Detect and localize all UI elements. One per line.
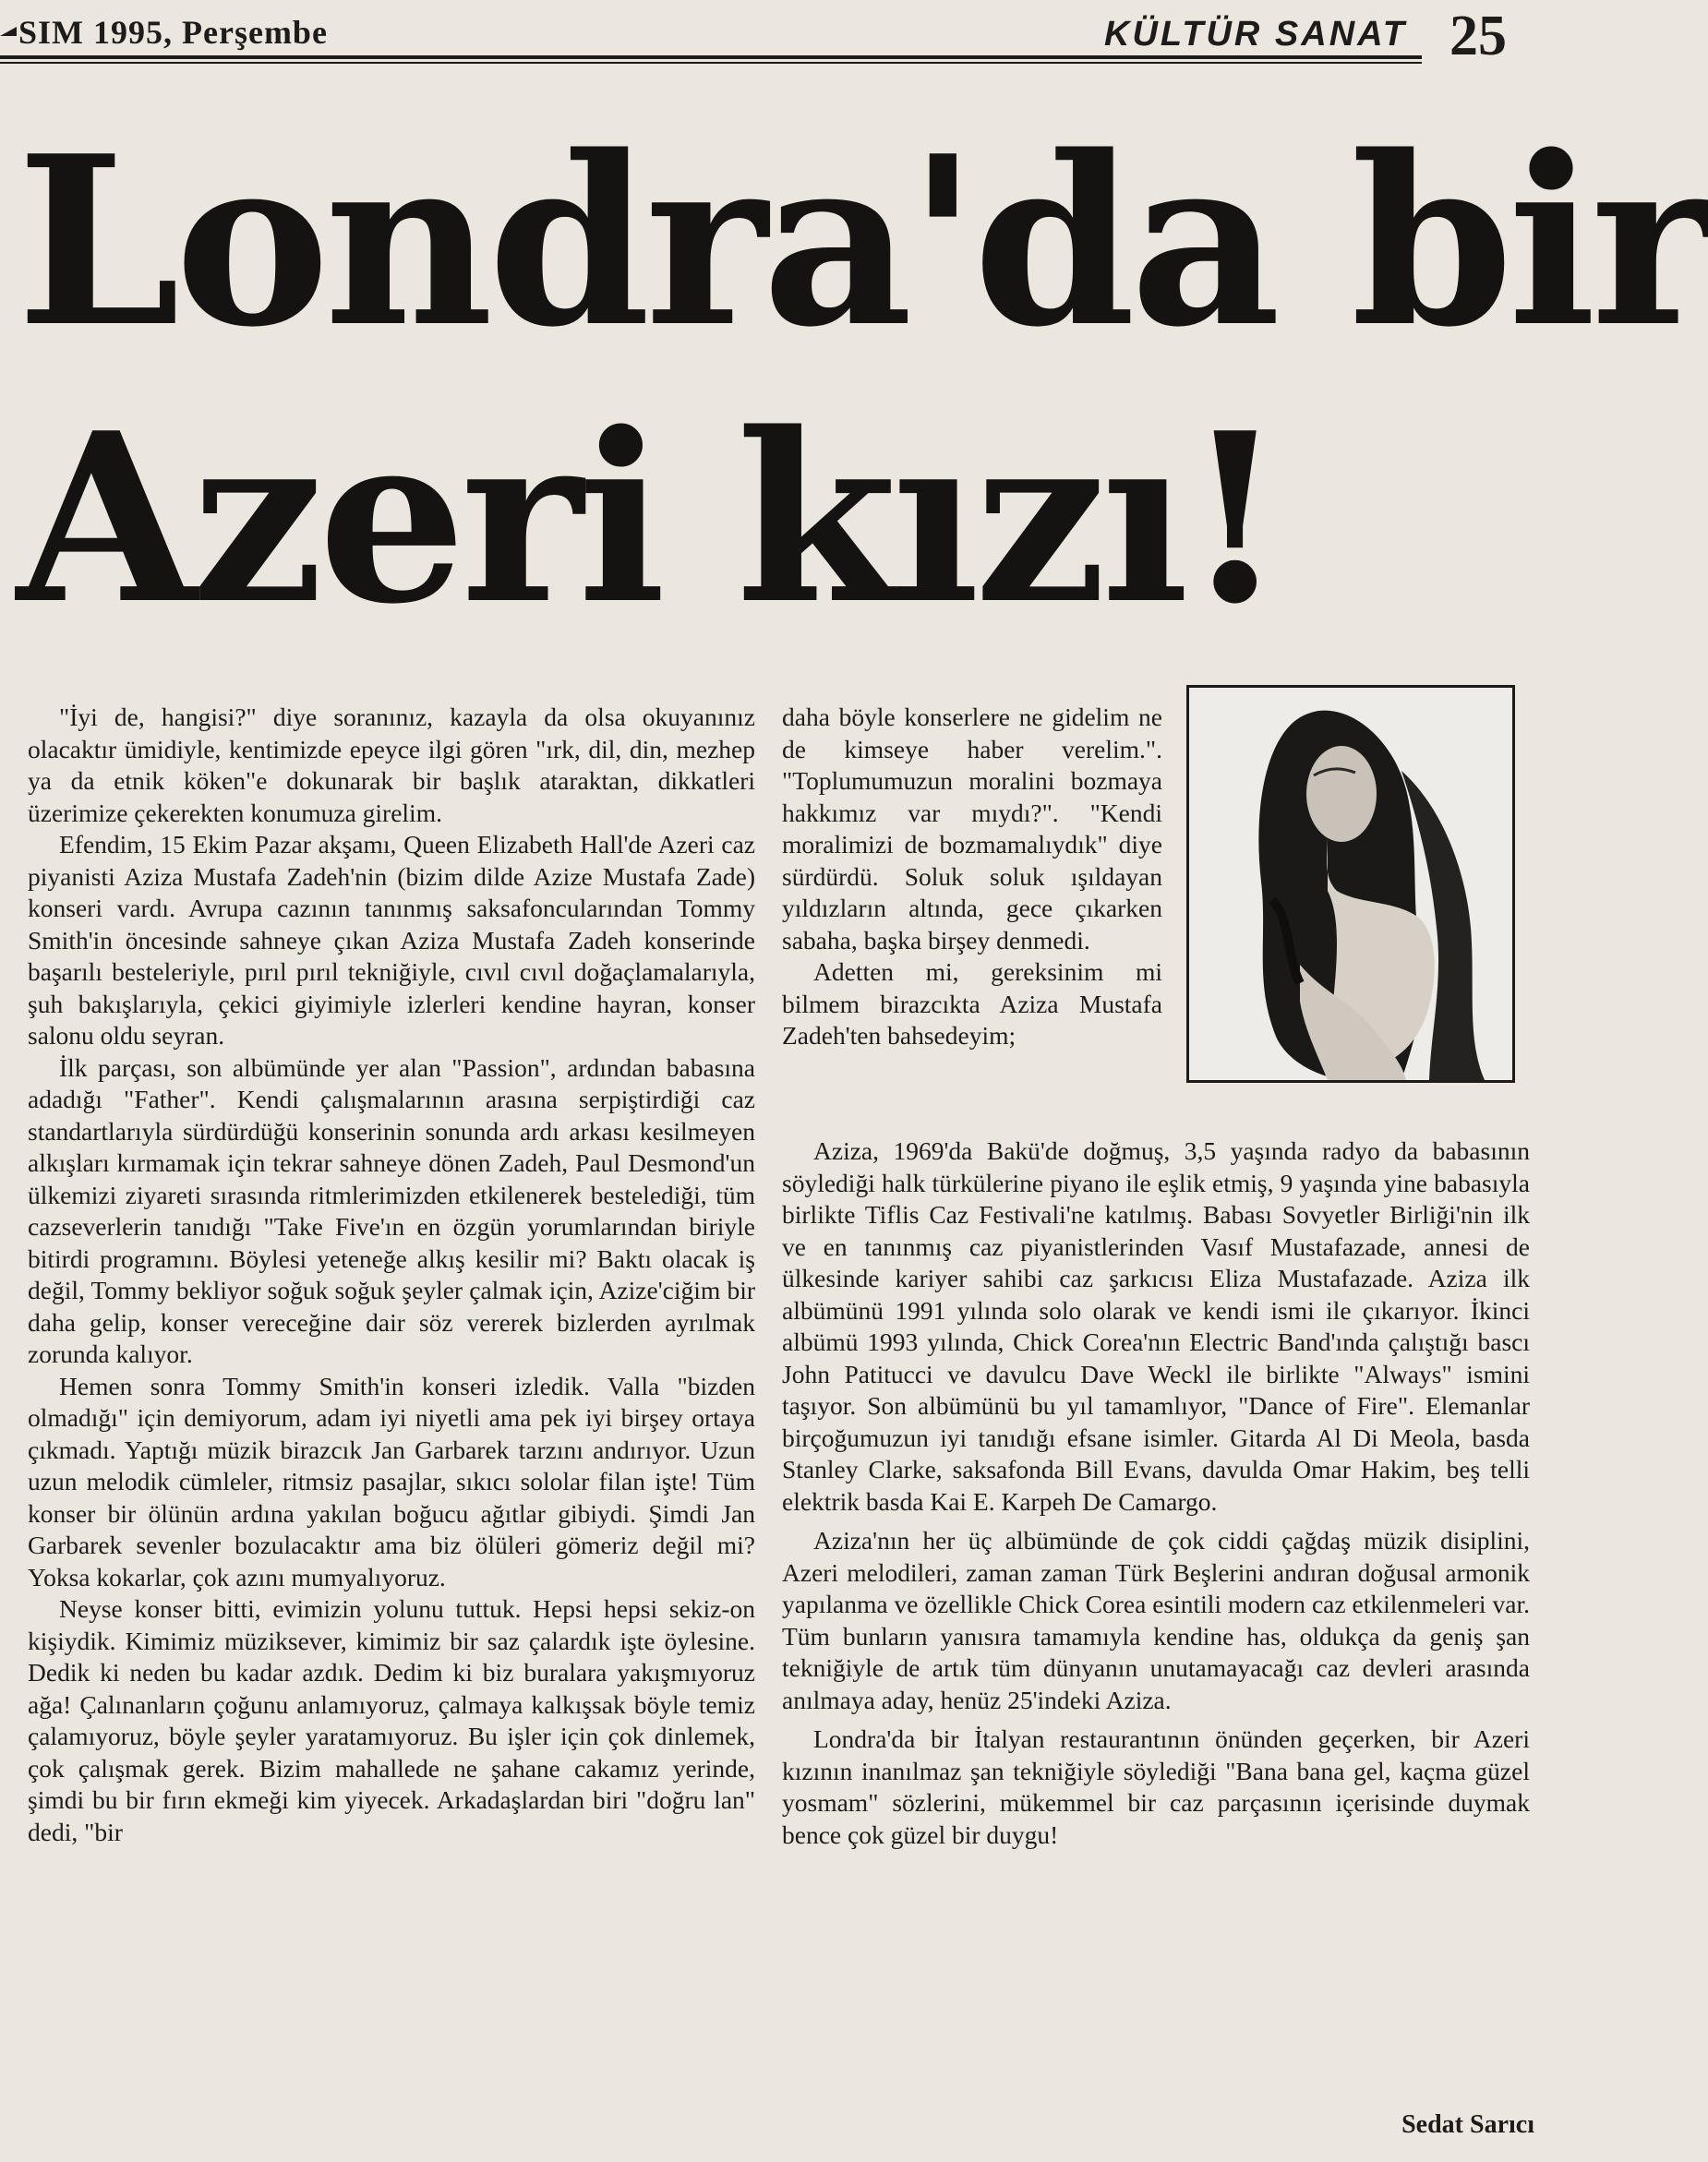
right-wide-column bbox=[782, 1135, 1530, 1851]
portrait-photo bbox=[1186, 685, 1515, 1083]
paragraph: "İyi de, hangisi?" diye soranınız, kazayla da olsa okuyanınız olacaktır ümidiyle, kentimizde epeyce ilgi gören "ırk, dil, din, mezhep ya da etnik köken"e dokunarak bir başlık ataraktan, dikkatleri üzerimize çekerekten konumuza girelim. bbox=[28, 703, 755, 827]
header-date bbox=[0, 13, 328, 52]
paragraph: Aziza'nın her üç albümünde de çok ciddi çağdaş müzik disiplini, Azeri melodileri, zaman zaman Türk Beşlerini andıran doğusal armonik yapılanma ve özellikle Chick Corea esintili modern caz etkilenmeleri var. Tüm bunların yanısıra tamamıyla kendine has, oldukça da geniş şan tekniğiyle de artık tüm dünyanın unutamayacağı caz devleri arasında anılmaya aday, henüz 25'indeki Aziza. bbox=[782, 1526, 1530, 1714]
header-rule bbox=[0, 55, 1422, 59]
paragraph: Hemen sonra Tommy Smith'in konseri izledik. Valla "bizden olmadığı" için demiyorum, adam iyi niyetli ama pek iyi birşey ortaya çıkmadı. Yaptığı müzik birazcık Jan Garbarek tarzını andırıyor. Uzun uzun melodik cümleler, ritmsiz pasajlar, sıkıcı sololar filan işte! Tüm konser bir ölünün ardına yakılan boğucu ağıtlar gibiydi. Şimdi Jan Garbarek sevenler bozulacaktır ama biz ölüleri gömeriz değil mi? Yoksa kokarlar, çok azını mumyalıyoruz. bbox=[28, 1371, 755, 1591]
paragraph: Adetten mi, gereksinim mi bilmem birazcıkta Aziza Mustafa Zadeh'ten bahsedeyim; bbox=[782, 957, 1162, 1050]
headline-line-1: Londra'da bir bbox=[17, 105, 1708, 378]
author-signature: Sedat Sarıcı bbox=[1401, 2110, 1534, 2139]
headline-line-2: Azeri kızı! bbox=[17, 382, 1281, 655]
paragraph: daha böyle konserlere ne gidelim ne de kimseye haber verelim.". "Toplumumuzun moralini bozmaya hakkımız var mıydı?". "Kendi moralimizi de bozmamalıydık" diye sürdürdü. Soluk soluk ışıldayan yıldızların altında, gece çıkarken sabaha, başka birşey denmedi. bbox=[782, 703, 1162, 955]
left-column bbox=[28, 702, 755, 1848]
paragraph: Londra'da bir İtalyan restaurantının önünden geçerken, bir Azeri kızının inanılmaz şan tekniğiyle söylediği "Bana bana gel, kaçma güzel yosmam" sözlerini, mükemmel bir caz parçasının içerisinde duymak bence çok güzel bir duygu! bbox=[782, 1724, 1530, 1849]
page-number: 25 bbox=[1449, 5, 1507, 67]
paragraph: Efendim, 15 Ekim Pazar akşamı, Queen Elizabeth Hall'de Azeri caz piyanisti Aziza Mustafa Zadeh'nin (bizim dilde Azize Mustafa Zade) konseri vardı. Avrupa cazının tanınmış saksafoncularından Tommy Smith'in öncesinde sahneye çıkan Aziza Mustafa Zadeh konserinde başarılı besteleriyle, pırıl pırıl tekniğiyle, cıvıl cıvıl doğaçlamalarıyla, şuh bakışlarıyla, çekici giyimiyle izlerleri kendine hayran, konser salonu oldu seyran. bbox=[28, 830, 755, 1050]
page-header bbox=[0, 0, 1534, 65]
header-arrow-icon bbox=[0, 27, 17, 36]
paragraph: Neyse konser bitti, evimizin yolunu tuttuk. Hepsi hepsi sekiz-on kişiydik. Kimimiz müziksever, kimimiz bir saz çalardık işte öylesine. Dedik ki neden bu kadar azdık. Dedim ki biz buralara yakışmıyoruz ağa! Çalınanların çoğunu anlamıyoruz, çalmaya kalkışsak böyle temiz çalamıyoruz, böyle şeyler yaratamıyoruz. Bu işler için çok dinlemek, çok çalışmak gerek. Bizim mahallede ne şahane cakamız yerinde, şimdi bu bir fırın ekmeği kim yiyecek. Arkadaşlardan biri "doğru lan" dedi, "bir bbox=[28, 1594, 755, 1846]
header-rule-thin bbox=[0, 62, 1422, 64]
paragraph: Aziza, 1969'da Bakü'de doğmuş, 3,5 yaşında radyo da babasının söylediği halk türkülerine piyano ile eşlik etmiş, 9 yaşında yine babasıyla birlikte Tiflis Caz Festivali'ne katılmış. Babası Sovyetler Birliği'nin ilk ve en tanınmış caz piyanistlerinden Vasıf Mustafazade, annesi de ülkesinde kariyer sahibi caz şarkıcısı Eliza Mustafazade. Aziza ilk albümünü 1991 yılında solo olarak ve kendi ismi ile çıkarıyor. İkinci albümü 1993 yılında, Chick Corea'nın Electric Band'ında çalıştığı bascı John Patitucci ve davulcu Dave Weckl ile birlikte "Always" ismini taşıyor. Son albümünü bu yıl tamamlıyor, "Dance of Fire". Elemanlar birçoğumuzun iyi tanıdığı efsane isimler. Gitarda Al Di Meola, basda Stanley Clarke, saksafonda Bill Evans, davulda Omar Hakim, beş telli elektrik basda Kai E. Karpeh De Camargo. bbox=[782, 1136, 1530, 1516]
header-date-text: SIM 1995, Perşembe bbox=[18, 14, 328, 51]
paragraph: İlk parçası, son albümünde yer alan "Passion", ardından babasına adadığı "Father". Kendi çalışmalarının arasına serpiştirdiği caz standartlarıyla sürdürdüğü konserinin sonunda ardı arkası kesilmeyen alkışları kırmamak için tekrar sahneye dönen Zadeh, Paul Desmond'un ülkemizi ziyareti sırasında ritmlerimizden etkilenerek bestelediği, tüm cazseverlerin tanıdığı "Take Five'ın en özgün yorumlarından biriyle bitirdi programını. Böylesi yeteneğe alkış kesilir mi? Baktı olacak iş değil, Tommy bekliyor soğuk soğuk şeyler çalmak için, Azize'ciğim bir daha gelip, konser vereceğine dair söz vererek bizlerden ayrılmak zorunda kalıyor. bbox=[28, 1052, 755, 1368]
right-narrow-column bbox=[782, 702, 1162, 1052]
section-name: KÜLTÜR SANAT bbox=[1104, 15, 1407, 54]
portrait-photo-image bbox=[1189, 688, 1512, 1080]
headline bbox=[17, 103, 1708, 657]
